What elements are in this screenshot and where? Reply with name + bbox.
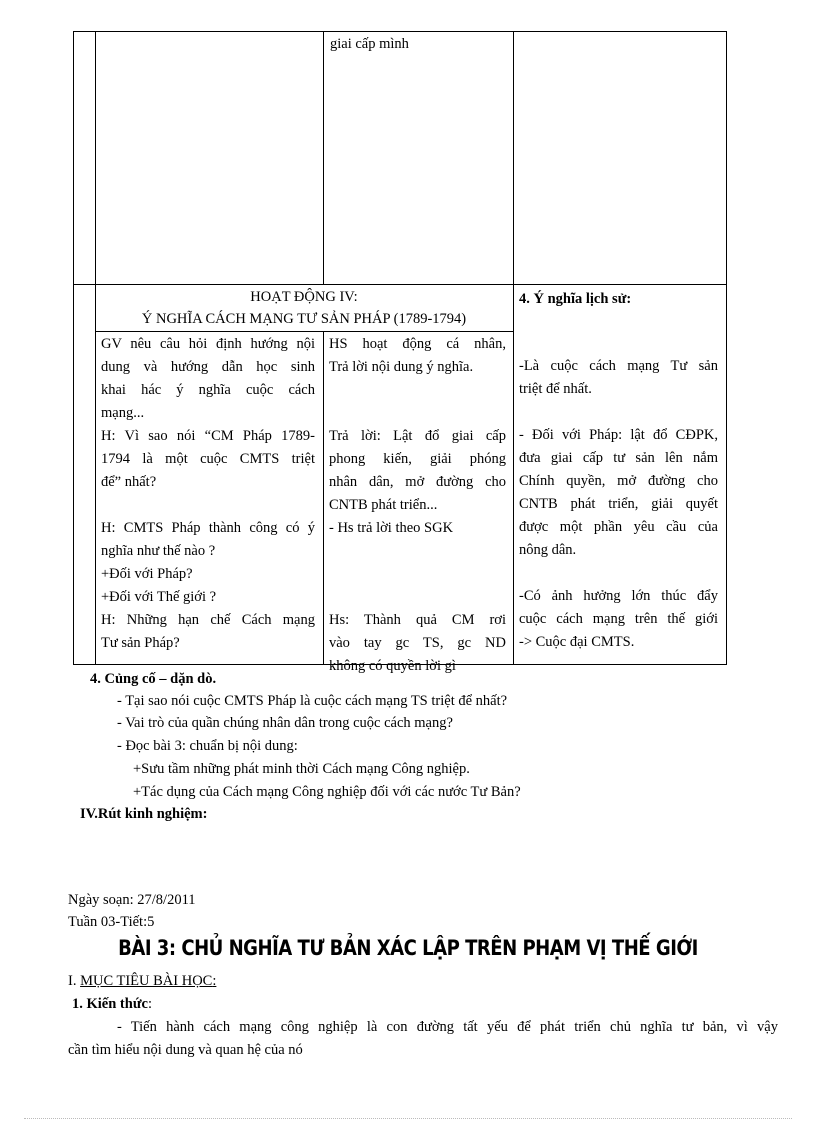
- student-line: phong kiến, giải phóng: [329, 451, 506, 467]
- table-divider-activity-lower: [323, 331, 324, 665]
- lesson-week: Tuần 03-Tiết:5: [68, 914, 155, 930]
- result-title-text: 4. Ý nghĩa lịch sử:: [519, 291, 632, 307]
- teacher-line: 1794 là một cuộc CMTS triệt: [101, 451, 315, 467]
- student-line: Hs: Thành quả CM rơi: [329, 612, 506, 628]
- teacher-line: mạng...: [101, 405, 145, 421]
- activity-header: [97, 286, 511, 330]
- teacher-line: H: Những hạn chế Cách mạng: [101, 612, 315, 628]
- knowledge-colon: :: [147, 996, 152, 1012]
- knowledge-heading: [72, 993, 152, 1015]
- table-divider-activity: [323, 31, 324, 284]
- page-bottom-rule: [24, 1118, 792, 1119]
- objectives-heading: [68, 970, 216, 992]
- knowledge-line: cần tìm hiểu nội dung và quan hệ của nó: [68, 1042, 303, 1058]
- student-line: [329, 379, 506, 402]
- table-divider-result: [513, 31, 514, 665]
- student-line: - Hs trả lời theo SGK: [329, 520, 454, 536]
- result-line: Chính quyền, mở đường cho: [519, 473, 718, 489]
- result-line: -Là cuộc cách mạng Tư sản: [519, 358, 718, 374]
- result-line: - Đối với Pháp: lật đổ CĐPK,: [519, 427, 718, 443]
- result-line: đưa giai cấp tư sản lên nắm: [519, 450, 718, 466]
- teacher-line: Tư sản Pháp?: [101, 635, 180, 651]
- activity-header-line: Ý NGHĨA CÁCH MẠNG TƯ SẢN PHÁP (1789-1794): [141, 311, 467, 327]
- result-line: [519, 401, 718, 424]
- table-divider-index: [95, 31, 96, 665]
- student-line: [329, 586, 506, 609]
- result-line: -Có ảnh hưởng lớn thúc đẩy: [519, 588, 718, 604]
- student-line: [329, 540, 506, 563]
- objectives-suffix: :: [212, 973, 217, 989]
- result-line: CNTB phát triển, giải quyết: [519, 496, 718, 512]
- result-line: cuộc cách mạng trên thế giới: [519, 611, 718, 627]
- result-cell: [519, 332, 718, 654]
- student-line: HS hoạt động cá nhân,: [329, 336, 506, 352]
- knowledge-line: - Tiến hành cách mạng công nghiệp là con đường tất yếu để phát triển chủ nghĩa tư bản, vì vậy: [117, 1019, 778, 1035]
- result-line: [519, 332, 718, 355]
- student-line: [329, 563, 506, 586]
- objectives-prefix: I.: [68, 973, 81, 989]
- teacher-cell: [101, 333, 315, 655]
- lesson-title: BÀI 3: CHỦ NGHĨA TƯ BẢN XÁC LẬP TRÊN PHẠM VỊ THẾ GIỚI: [118, 936, 698, 960]
- knowledge-title: 1. Kiến thức: [72, 996, 148, 1012]
- lesson-date: Ngày soạn: 27/8/2011: [68, 892, 196, 908]
- teacher-line: dung và hướng dẫn học sinh: [101, 359, 315, 375]
- student-line: [329, 402, 506, 425]
- teacher-line: khai hác ý nghĩa cuộc cách: [101, 382, 315, 398]
- teacher-line: để” nhất?: [101, 474, 157, 490]
- teacher-line: H: CMTS Pháp thành công có ý: [101, 520, 315, 536]
- teacher-line: +Đối với Pháp?: [101, 566, 193, 582]
- activity-header-line: HOẠT ĐỘNG IV:: [250, 289, 358, 305]
- teacher-line: [101, 494, 315, 517]
- teacher-line: +Đối với Thế giới ?: [101, 589, 217, 605]
- student-line: CNTB phát triển...: [329, 497, 438, 513]
- table-row-divider: [73, 284, 727, 285]
- table-border-left: [73, 31, 74, 665]
- row1-col3-line: giai cấp mình: [330, 36, 409, 52]
- teacher-line: H: Vì sao nói “CM Pháp 1789-: [101, 428, 315, 444]
- teacher-line: nghĩa như thế nào ?: [101, 543, 216, 559]
- experience-heading: IV.Rút kinh nghiệm:: [80, 806, 208, 822]
- result-line: -> Cuộc đại CMTS.: [519, 634, 635, 650]
- review-item: - Đọc bài 3: chuẩn bị nội dung:: [117, 738, 298, 754]
- result-line: được một phần yêu cầu của: [519, 519, 718, 535]
- table-border-right: [726, 31, 727, 665]
- table-header-divider: [95, 331, 514, 332]
- review-heading: 4. Củng cố – dặn dò.: [90, 671, 217, 687]
- student-line: Trả lời nội dung ý nghĩa.: [329, 359, 474, 375]
- student-line: nhân dân, mở đường cho: [329, 474, 506, 490]
- row1-col3-cell: [330, 33, 506, 56]
- result-line: triệt để nhất.: [519, 381, 592, 397]
- review-subitem: +Tác dụng của Cách mạng Công nghiệp đối với các nước Tư Bản?: [133, 784, 521, 800]
- result-line: nông dân.: [519, 542, 577, 558]
- student-cell: [329, 333, 506, 678]
- review-item: - Vai trò của quần chúng nhân dân trong cuộc cách mạng?: [117, 715, 453, 731]
- result-line: [519, 562, 718, 585]
- review-item: - Tại sao nói cuộc CMTS Pháp là cuộc cách mạng TS triệt để nhất?: [117, 693, 508, 709]
- review-subitem: +Sưu tầm những phát minh thời Cách mạng Công nghiệp.: [133, 761, 470, 777]
- teacher-line: GV nêu câu hỏi định hướng nội: [101, 336, 315, 352]
- student-line: vào tay gc TS, gc ND: [329, 635, 506, 651]
- table-border-top: [73, 31, 727, 32]
- objectives-title: MỤC TIÊU BÀI HỌC: [80, 973, 213, 989]
- result-title: [519, 288, 719, 311]
- student-line: Trả lời: Lật đổ giai cấp: [329, 428, 506, 444]
- student-line: không có quyền lời gì: [329, 658, 456, 674]
